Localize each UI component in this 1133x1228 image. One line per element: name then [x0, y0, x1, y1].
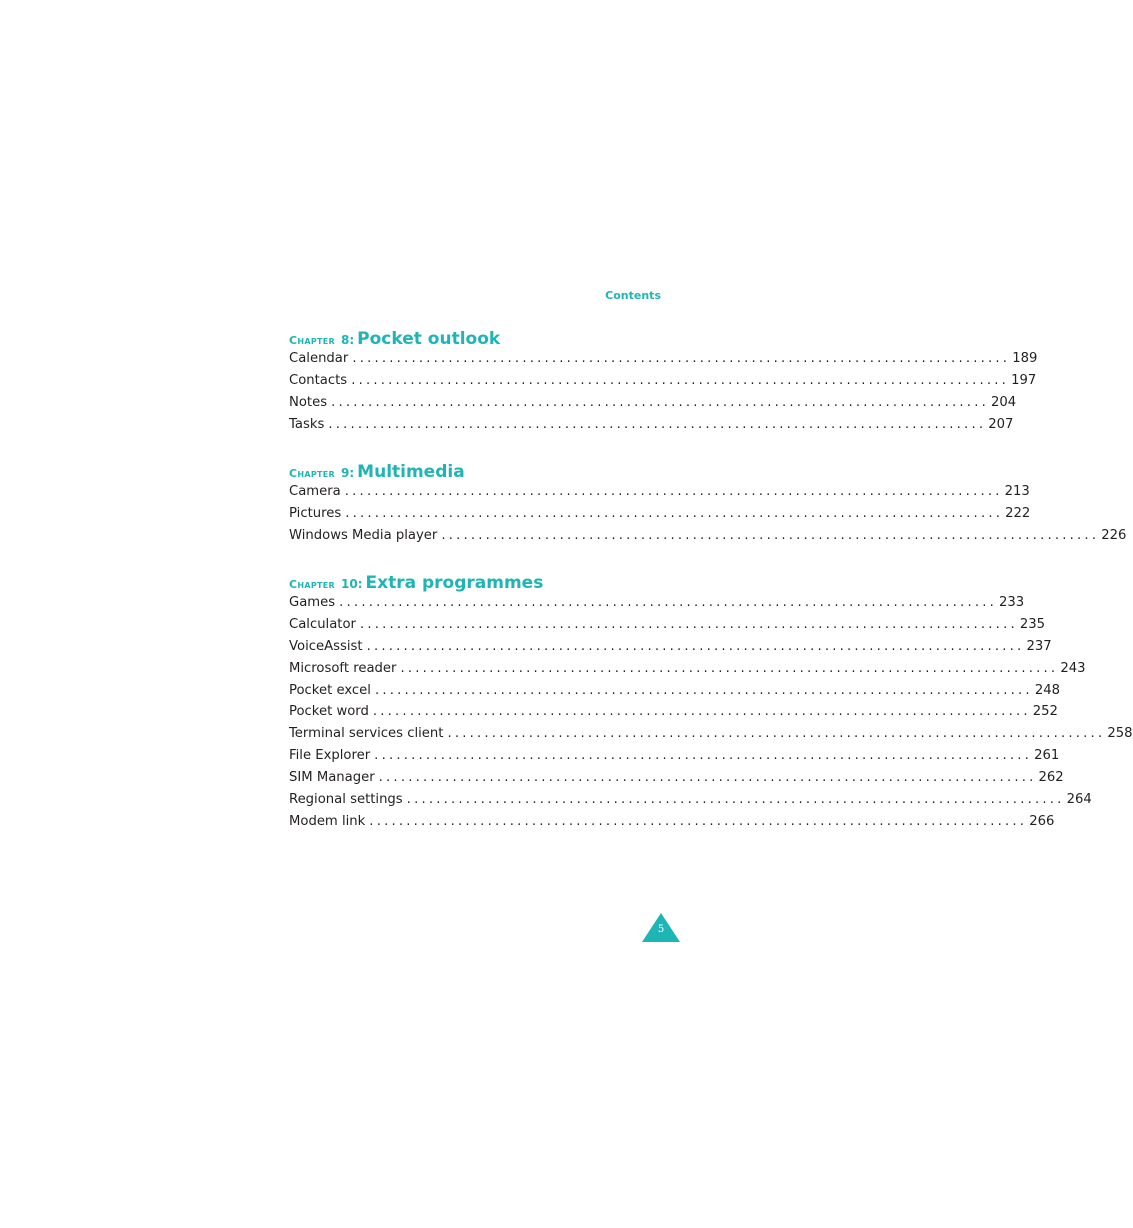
- toc-entry-label: Modem link: [289, 813, 366, 829]
- toc-entry-page: 243: [1060, 660, 1086, 676]
- toc-entry-page: 258: [1107, 726, 1133, 742]
- dot-leader: .........................................................................................: [345, 505, 1004, 521]
- toc-entry-page: 248: [1034, 682, 1060, 698]
- chapter-8-section: [289, 329, 1038, 439]
- chapter-heading: [289, 329, 649, 351]
- toc-entry-page: 213: [1004, 484, 1030, 499]
- toc-entry-label: Calendar: [289, 351, 349, 366]
- toc-entry-page: 266: [1029, 813, 1055, 829]
- toc-entry-microsoft-reader[interactable]: [289, 660, 1086, 683]
- toc-entry-regional-settings[interactable]: [289, 792, 1092, 814]
- chapter-title: Extra programmes: [365, 573, 544, 593]
- toc-entry-windows-media-player[interactable]: [289, 527, 1127, 550]
- toc-entry-calendar[interactable]: [289, 351, 1038, 373]
- dot-leader: .........................................................................................: [447, 726, 1106, 742]
- chapter-label: Chapter: [289, 334, 336, 347]
- toc-entry-label: Calculator: [289, 616, 356, 632]
- toc-entry-label: Camera: [289, 484, 341, 499]
- toc-entry-sim-manager[interactable]: [289, 770, 1064, 792]
- toc-entry-label: VoiceAssist: [289, 638, 363, 654]
- dot-leader: .........................................................................................: [328, 416, 987, 432]
- toc-entry-label: Terminal services client: [289, 726, 444, 742]
- chapter-10-section: [289, 573, 1133, 836]
- dot-leader: .........................................................................................: [359, 616, 1018, 632]
- toc-entry-page: 207: [988, 416, 1014, 432]
- toc-entry-page: 235: [1019, 616, 1046, 632]
- chapter-number: 10:: [341, 577, 363, 591]
- page-number: 5: [657, 924, 665, 935]
- chapter-number: 9:: [341, 466, 355, 480]
- toc-entry-games[interactable]: [289, 595, 1025, 617]
- toc-entry-label: Pictures: [289, 505, 342, 521]
- dot-leader: .........................................................................................: [406, 792, 1065, 808]
- dot-leader: .........................................................................................: [378, 770, 1037, 786]
- chapter-heading: [289, 573, 649, 595]
- dot-leader: .........................................................................................: [331, 394, 989, 410]
- toc-entry-label: Microsoft reader: [289, 660, 397, 676]
- toc-entry-file-explorer[interactable]: [289, 748, 1060, 770]
- toc-entry-pocket-excel[interactable]: [289, 682, 1060, 705]
- chapter-title: Multimedia: [357, 462, 465, 482]
- toc-entry-notes[interactable]: [289, 394, 1017, 417]
- toc-entry-page: 189: [1012, 351, 1038, 366]
- toc-entry-page: 237: [1026, 638, 1052, 654]
- chapter-title: Pocket outlook: [357, 329, 501, 349]
- toc-entry-terminal-services-client[interactable]: [289, 726, 1133, 748]
- toc-entry-page: 204: [990, 394, 1017, 410]
- dot-leader: .........................................................................................: [374, 682, 1033, 698]
- toc-entry-tasks[interactable]: [289, 416, 1014, 439]
- toc-entry-label: Pocket word: [289, 704, 369, 720]
- toc-entry-page: 252: [1032, 704, 1058, 720]
- toc-entry-calculator[interactable]: [289, 616, 1046, 639]
- dot-leader: .........................................................................................: [400, 660, 1059, 676]
- dot-leader: .........................................................................................: [351, 372, 1010, 388]
- toc-entry-label: Pocket excel: [289, 682, 371, 698]
- dot-leader: .........................................................................................: [374, 748, 1033, 764]
- dot-leader: .........................................................................................: [339, 595, 998, 610]
- toc-entry-label: File Explorer: [289, 748, 371, 764]
- toc-entry-label: SIM Manager: [289, 770, 375, 786]
- toc-entry-contacts[interactable]: [289, 372, 1037, 395]
- toc-entry-label: Notes: [289, 394, 328, 410]
- dot-leader: .........................................................................................: [352, 351, 1011, 366]
- toc-entry-page: 222: [1005, 505, 1031, 521]
- toc-entry-label: Windows Media player: [289, 527, 438, 543]
- toc-entry-modem-link[interactable]: [289, 813, 1055, 836]
- toc-entry-page: 264: [1066, 792, 1092, 808]
- chapter-9-section: [289, 462, 1127, 550]
- toc-entry-voiceassist[interactable]: [289, 638, 1052, 661]
- dot-leader: .........................................................................................: [344, 484, 1003, 499]
- toc-entry-label: Contacts: [289, 372, 348, 388]
- toc-entry-label: Games: [289, 595, 336, 610]
- toc-entry-page: 197: [1011, 372, 1037, 388]
- toc-entry-label: Tasks: [289, 416, 325, 432]
- toc-entry-page: 262: [1038, 770, 1064, 786]
- toc-entry-pocket-word[interactable]: [289, 704, 1058, 726]
- dot-leader: .........................................................................................: [366, 638, 1025, 654]
- toc-entry-page: 226: [1101, 527, 1127, 543]
- dot-leader: .........................................................................................: [369, 813, 1028, 829]
- chapter-label: Chapter: [289, 467, 336, 480]
- running-head-title: Contents: [605, 289, 661, 302]
- chapter-label: Chapter: [289, 578, 336, 591]
- page-number-marker: [642, 913, 680, 942]
- toc-entry-label: Regional settings: [289, 792, 403, 808]
- toc-entry-page: 233: [999, 595, 1025, 610]
- toc-entry-page: 261: [1034, 748, 1060, 764]
- toc-entry-camera[interactable]: [289, 484, 1030, 506]
- dot-leader: .........................................................................................: [441, 527, 1100, 543]
- dot-leader: .........................................................................................: [372, 704, 1031, 720]
- chapter-heading: [289, 462, 649, 484]
- chapter-number: 8:: [341, 333, 355, 347]
- toc-entry-pictures[interactable]: [289, 505, 1031, 528]
